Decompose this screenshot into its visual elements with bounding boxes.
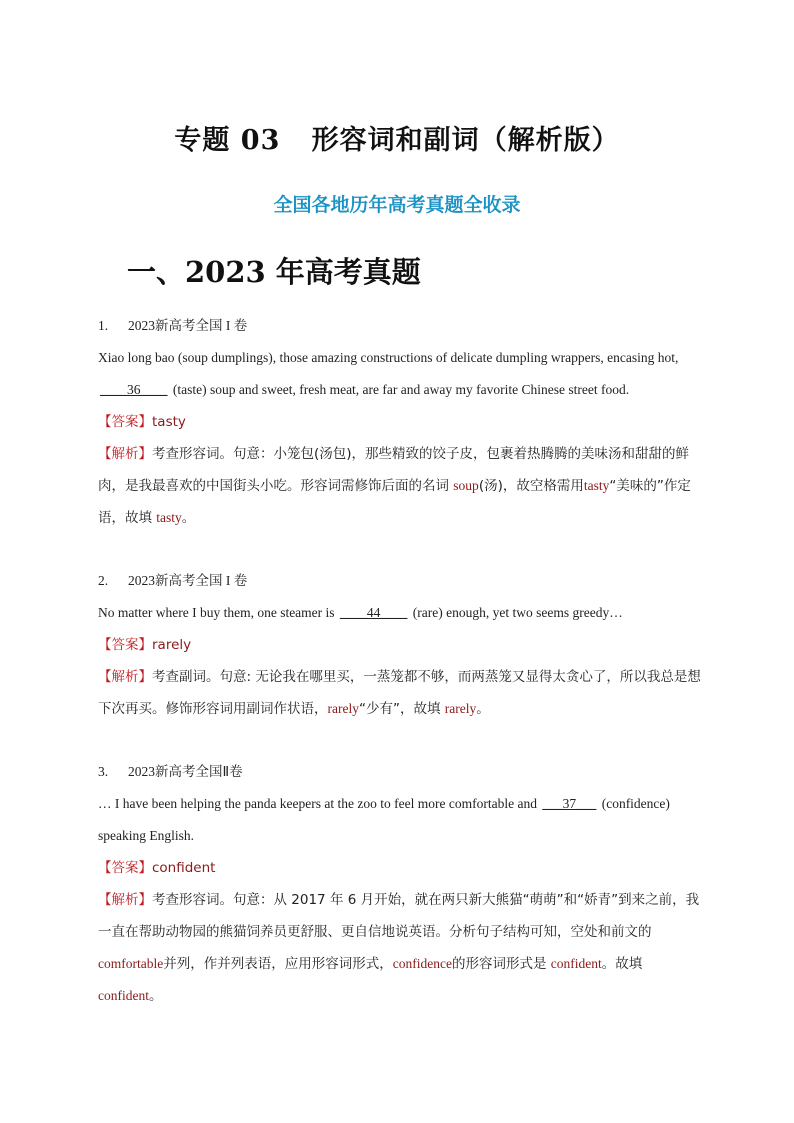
explanation-text: (汤)，故空格需用 xyxy=(478,478,584,494)
answer-line xyxy=(98,629,704,661)
answer-line xyxy=(98,406,704,438)
explanation-text: 考查形容词。句意：从 2017 年 6 月开始，就在两只新大熊猫“萌萌”和“娇青”到来之前，我一直在帮助动物园的熊猫饲养员更舒服、更自信地说英语。分析句子结构可知，空处和前文的 xyxy=(98,892,700,940)
question-number: 1. xyxy=(98,318,109,333)
section-heading: 一、2023 年高考真题 xyxy=(127,255,421,289)
explanation-tag: 【解析】 xyxy=(98,446,152,462)
explanation-tag: 【解析】 xyxy=(98,892,152,908)
explanation-text: “美味的”作定语，故填 xyxy=(98,478,691,526)
explanation-term: tasty xyxy=(583,478,610,493)
question-number: 3. xyxy=(98,764,109,779)
explanation-term: rarely xyxy=(444,701,477,716)
question-source: 2023新高考全国Ⅱ卷 xyxy=(128,764,243,779)
explanation-term: rarely xyxy=(327,701,359,716)
answer-tag: 【答案】 xyxy=(98,860,152,876)
question-text-part: … I have been helping the panda keepers at the zoo to feel more comfortable and xyxy=(98,796,541,811)
explanation-term: confidence xyxy=(392,956,452,971)
question-header xyxy=(98,565,704,597)
explanation-term: soup xyxy=(453,478,479,493)
question-text xyxy=(98,342,704,406)
question-1 xyxy=(98,310,704,534)
explanation xyxy=(98,438,704,534)
explanation-term: comfortable xyxy=(98,956,164,971)
explanation-term: confident xyxy=(98,988,149,1003)
question-header xyxy=(98,310,704,342)
question-text-part: (confidence) speaking English. xyxy=(98,796,670,843)
explanation-tag: 【解析】 xyxy=(98,669,152,685)
explanation-text: 考查副词。句意: 无论我在哪里买，一蒸笼都不够，而两蒸笼又显得太贪心了，所以我总是想下次再买。修饰形容词用副词作状语， xyxy=(98,669,701,717)
question-source: 2023新高考全国 I 卷 xyxy=(128,573,248,588)
question-2 xyxy=(98,565,704,725)
question-number: 2. xyxy=(98,573,109,588)
answer-tag: 【答案】 xyxy=(98,637,152,653)
explanation-text: 考查形容词。句意：小笼包(汤包)，那些精致的饺子皮，包裹着热腾腾的美味汤和甜甜的鲜肉，是我最喜欢的中国街头小吃。形容词需修饰后面的名词 xyxy=(98,446,690,494)
explanation-text: 。 xyxy=(148,988,163,1004)
explanation-term: confident xyxy=(550,956,602,971)
explanation-text: 。 xyxy=(476,701,490,717)
blank-field: ___37___ xyxy=(542,796,597,811)
blank-field: ____44____ xyxy=(339,605,408,620)
question-text-part: (taste) soup and sweet, fresh meat, are far and away my favorite Chinese street food. xyxy=(169,382,630,397)
question-text-part: (rare) enough, yet two seems greedy… xyxy=(409,605,623,620)
explanation-text: 的形容词形式是 xyxy=(451,956,551,972)
document-title: 专题 03 形容词和副词（解析版） xyxy=(174,125,620,156)
explanation-text: 并列，作并列表语，应用形容词形式， xyxy=(163,956,393,972)
explanation xyxy=(98,661,704,725)
explanation-text: 。 xyxy=(181,510,196,526)
explanation-text: “少有”，故填 xyxy=(358,701,445,717)
answer-value: confident xyxy=(152,860,216,876)
question-source: 2023新高考全国 I 卷 xyxy=(128,318,248,333)
answer-value: rarely xyxy=(152,637,192,653)
explanation-text: 。故填 xyxy=(601,956,643,972)
answer-line xyxy=(98,852,704,884)
question-text-part: Xiao long bao (soup dumplings), those amazing constructions of delicate dumpling wrappers, encasing hot, xyxy=(98,350,679,365)
explanation-term: tasty xyxy=(156,510,182,525)
question-header xyxy=(98,756,704,788)
blank-field: ____36____ xyxy=(100,382,168,397)
answer-value: tasty xyxy=(152,414,186,430)
document-subtitle: 全国各地历年高考真题全收录 xyxy=(273,194,521,216)
question-text xyxy=(98,788,704,852)
explanation xyxy=(98,884,704,1012)
question-text-part: No matter where I buy them, one steamer is xyxy=(98,605,338,620)
question-text xyxy=(98,597,704,629)
question-3 xyxy=(98,756,704,1012)
answer-tag: 【答案】 xyxy=(98,414,152,430)
